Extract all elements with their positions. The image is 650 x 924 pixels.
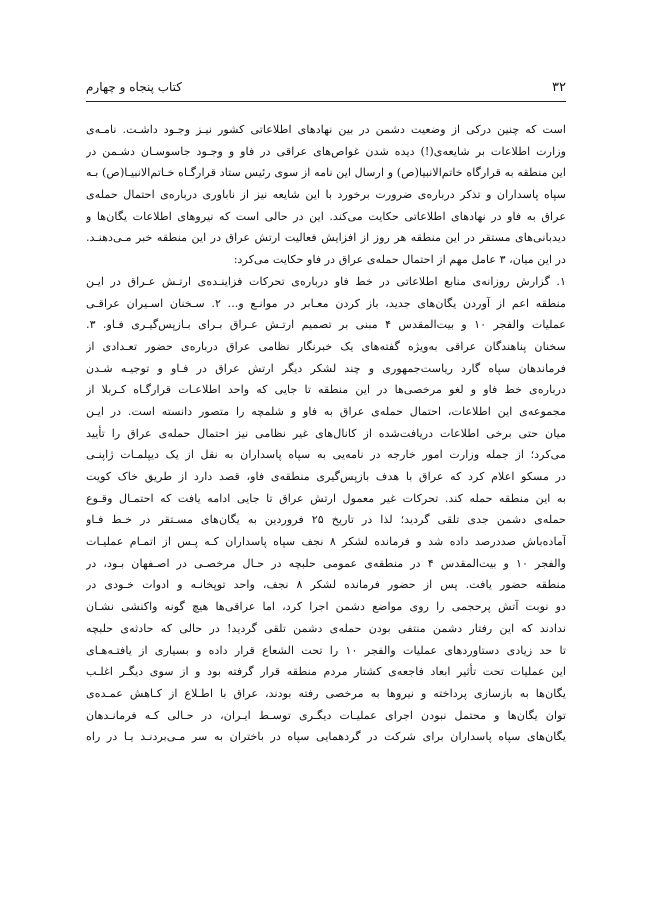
body-text <box>86 119 566 748</box>
body-line: این منطقه به قرارگاه خاتم‌الانبیا(ص) و ارسال این نامه از سوی رئیس ستاد قرارگـاه خـاتم‌الانبیـا(ص) بـه <box>86 166 566 180</box>
body-line: میان حتی برخی اطلاعات دریافت‌شده از کانال‌های غیر نظامی نیز احتمال حمله‌ی عراق را تأیید <box>86 426 566 440</box>
body-line: در این میان، ۳ عامل مهم از احتمال حمله‌ی عراق در فاو حکایت می‌کرد: <box>233 253 566 267</box>
body-line: عراق به فاو در نهادهای اطلاعاتی حکایت می‌کند. این در حالی است که نیروهای اطلاعات یگان‌ها و <box>86 209 566 223</box>
body-line: یگان‌های سپاه پاسداران برای شرکت در گردهمایی سپاه در باختران به سر مـی‌بردنـد یـا در راه <box>86 730 566 744</box>
body-line: سخنان پناهندگان عراقی به‌ویژه گفته‌های یک خبرنگار نظامی عراق درباره‌ی حضور تعـدادی از <box>86 339 566 353</box>
body-line: می‌کرد؛ از جمله وزارت امور خارجه در نامه‌یی به سپاه پاسداران به نقل از یک دیپلمـات ژاپنـی <box>86 448 566 462</box>
body-line: سپاه پاسداران و تذکر درباره‌ی ضرورت برخورد با این شایعه نیز از ناباوری درباره‌ی احتمال حمله‌ی <box>86 188 566 202</box>
body-line: حمله‌ی دشمن جدی تلقی گردید؛ لذا در تاریخ ۲۵ فروردین به یگان‌های مسـتقر در خـط فـاو <box>86 513 566 527</box>
body-line: درباره‌ی خط فاو و لغو مرخصی‌ها در این منطقه تا جایی که واحد اطلاعـات قرارگـاه کـربلا از <box>86 383 566 397</box>
header-rule <box>86 101 566 102</box>
body-line: والفجر ۱۰ و بیت‌المقدس ۴ در منطقه‌ی عمومی حلبچه در حـال مرخصـی در اصـفهان بـود، در <box>86 556 566 570</box>
page-number: ۳۲ <box>552 80 566 95</box>
body-line: به این منطقه حمله کند. تحرکات غیر معمول ارتش عراق تا جایی ادامه یافت که احتمـال وقـوع <box>86 491 566 505</box>
body-line: ندادند که این رفتار دشمن منتفی بودن حمله‌ی دشمن تلقی گردید! در حالی که حادثه‌ی حلبچه <box>86 621 566 635</box>
body-line: منطقه حضور یافت. پس از حضور فرمانده لشکر ۸ نجف، واحد توپخانـه و ادوات خـودی در <box>86 578 566 592</box>
body-line: آماده‌باش صددرصد داده شد و فرمانده لشکر ۸ نجف سپاه پاسداران کـه پـس از اتمـام عملیـات <box>86 535 566 549</box>
body-line: دو نوبت آتش پرحجمی را روی مواضع دشمن اجرا کرد، اما عراقی‌ها هیچ گونه واکنشی نشـان <box>86 600 566 614</box>
body-line: یگان‌ها به بازسازی پرداخته و نیروها به مرخصی رفته بودند، عراق با اطـلاع از کـاهش عمـده‌ی <box>86 686 566 700</box>
body-line: تا حد زیادی دستاوردهای عملیات والفجر ۱۰ را تحت الشعاع قرار داده و بسیاری از یافتـه‌هـای <box>86 643 566 657</box>
body-line: دیدبانی‌های مستقر در این منطقه هر روز از افزایش فعالیت ارتش عراق در این منطقه خبر مـی‌دهنـد. <box>86 231 566 245</box>
body-line: منطقه اعم از آوردن یگان‌های جدید، باز کردن معـابر در موانـع و... ۲. سـخنان اسـیران عراقـی <box>86 296 566 310</box>
body-line: است که چنین درکی از وضعیت دشمن در بین نهادهای اطلاعاتی کشور نیـز وجـود داشـت. نامـه‌ی <box>86 123 566 136</box>
body-line: این عملیات تحت تأثیر ابعاد فاجعه‌ی کشتار مردم منطقه قرار گرفته بود و از سوی دیگـر اغلـب <box>86 665 566 679</box>
body-line: توان یگان‌ها و محتمل نبودن اجرای عملیـات دیگـری توسـط ایـران، در حـالی کـه فرمانـدهان <box>86 708 566 722</box>
book-title: کتاب پنجاه و چهارم <box>86 80 183 94</box>
body-line: مجموعه‌ی این اطلاعات، احتمال حمله‌ی عراق به فاو و شلمچه را متصور دانسته است. در ایـن <box>86 404 566 418</box>
body-line: در مسکو اعلام کرد که عراق با هدف بازپس‌گیری منطقه‌ی فاو، قصد دارد از طریق خاک کویت <box>86 470 566 483</box>
body-line: فرماندهان سپاه گارد ریاست‌جمهوری و چند لشکر دیگر ارتش عراق در فـاو و توجیـه شـدن <box>86 361 566 375</box>
body-line: ۱. گزارش روزانه‌ی منابع اطلاعاتی در خط فاو درباره‌ی تحرکات فزاینـده‌ی ارتـش عـراق در ایـن <box>86 274 566 288</box>
body-line: وزارت اطلاعات بر شایعه‌ی(!) دیده شدن غواص‌های عراقی در فاو و وجـود جاسوسـان دشـمن در <box>86 144 566 158</box>
body-line: عملیات والفجر ۱۰ و بیت‌المقدس ۴ مبنی بر تصمیم ارتـش عـراق بـرای بـازپس‌گیـری فـاو. ۳. <box>86 318 566 332</box>
running-header <box>86 78 566 98</box>
